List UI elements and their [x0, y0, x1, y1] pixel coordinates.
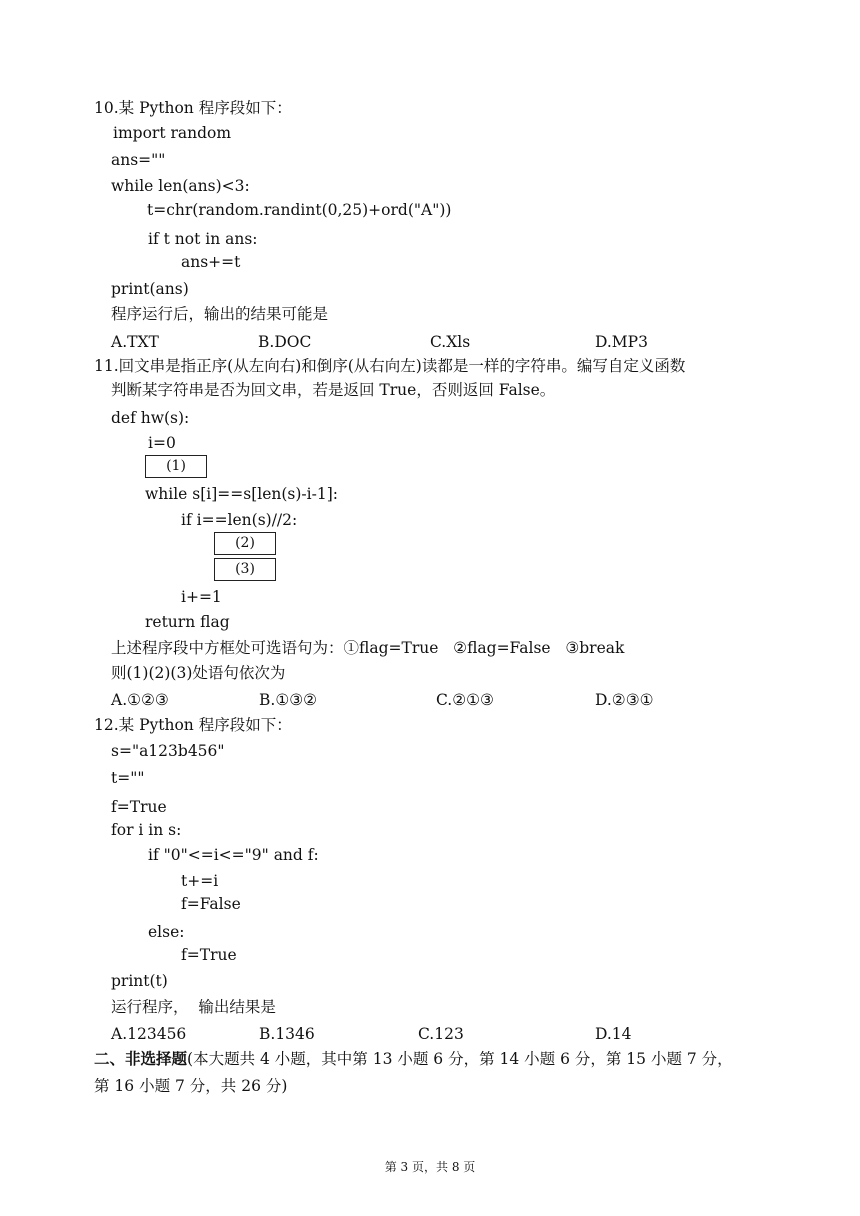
option-c: C.②①③ — [436, 691, 494, 709]
q10-question: 程序运行后，输出的结果可能是 — [111, 305, 329, 323]
option-a: A.TXT — [111, 333, 159, 351]
code-line: import random — [113, 124, 232, 142]
blank-box-1: (1) — [145, 455, 207, 478]
code-line: f=True — [181, 946, 237, 964]
section-heading-line — [94, 1049, 733, 1069]
code-line: while s[i]==s[len(s)-i-1]: — [145, 485, 338, 503]
section-description: (本大题共 4 小题，其中第 13 小题 6 分，第 14 小题 6 分，第 15 小题 7 分， — [187, 1050, 733, 1068]
code-line: f=True — [111, 798, 167, 816]
option-c: C.Xls — [430, 333, 471, 351]
code-line: print(t) — [111, 972, 168, 990]
q11-question: 则(1)(2)(3)处语句依次为 — [111, 664, 286, 682]
code-line: i=0 — [148, 434, 176, 452]
option-d: D.14 — [595, 1025, 632, 1043]
q11-choices: 上述程序段中方框处可选语句为：①flag=True ②flag=False ③break — [111, 639, 625, 657]
code-line: s="a123b456" — [111, 742, 225, 760]
code-line: return flag — [145, 613, 230, 631]
code-line: def hw(s): — [111, 409, 190, 427]
option-d: D.MP3 — [595, 333, 648, 351]
section-description-line2: 第 16 小题 7 分，共 26 分) — [94, 1077, 288, 1095]
code-line: if "0"<=i<="9" and f: — [148, 846, 319, 864]
blank-box-2: (2) — [214, 532, 276, 555]
code-line: if i==len(s)//2: — [181, 511, 298, 529]
code-line: while len(ans)<3: — [111, 177, 250, 195]
option-d: D.②③① — [595, 691, 654, 709]
code-line: print(ans) — [111, 280, 189, 298]
code-line: i+=1 — [181, 588, 222, 606]
code-line: f=False — [181, 895, 241, 913]
q11-title-line2: 判断某字符串是否为回文串，若是返回 True，否则返回 False。 — [111, 381, 556, 399]
option-b: B.①③② — [259, 691, 318, 709]
code-line: if t not in ans: — [148, 230, 258, 248]
page-number: 第 3 页，共 8 页 — [384, 1160, 476, 1174]
option-a: A.123456 — [111, 1025, 187, 1043]
code-line: t="" — [111, 769, 145, 787]
code-line: else: — [148, 923, 185, 941]
blank-box-3: (3) — [214, 558, 276, 581]
q11-title-line1: 11.回文串是指正序(从左向右)和倒序(从右向左)读都是一样的字符串。编写自定义函数 — [94, 357, 686, 375]
option-b: B.1346 — [259, 1025, 315, 1043]
q10-title: 10.某 Python 程序段如下： — [94, 99, 292, 117]
code-line: for i in s: — [111, 821, 182, 839]
code-line: ans+=t — [181, 253, 241, 271]
code-line: ans="" — [111, 151, 166, 169]
q12-question: 运行程序， 输出结果是 — [111, 998, 276, 1016]
option-b: B.DOC — [258, 333, 312, 351]
section-heading: 二、非选择题 — [94, 1049, 188, 1068]
code-line: t+=i — [181, 872, 219, 890]
option-c: C.123 — [418, 1025, 464, 1043]
q12-title: 12.某 Python 程序段如下： — [94, 716, 292, 734]
option-a: A.①②③ — [111, 691, 169, 709]
code-line: t=chr(random.randint(0,25)+ord("A")) — [147, 201, 452, 219]
